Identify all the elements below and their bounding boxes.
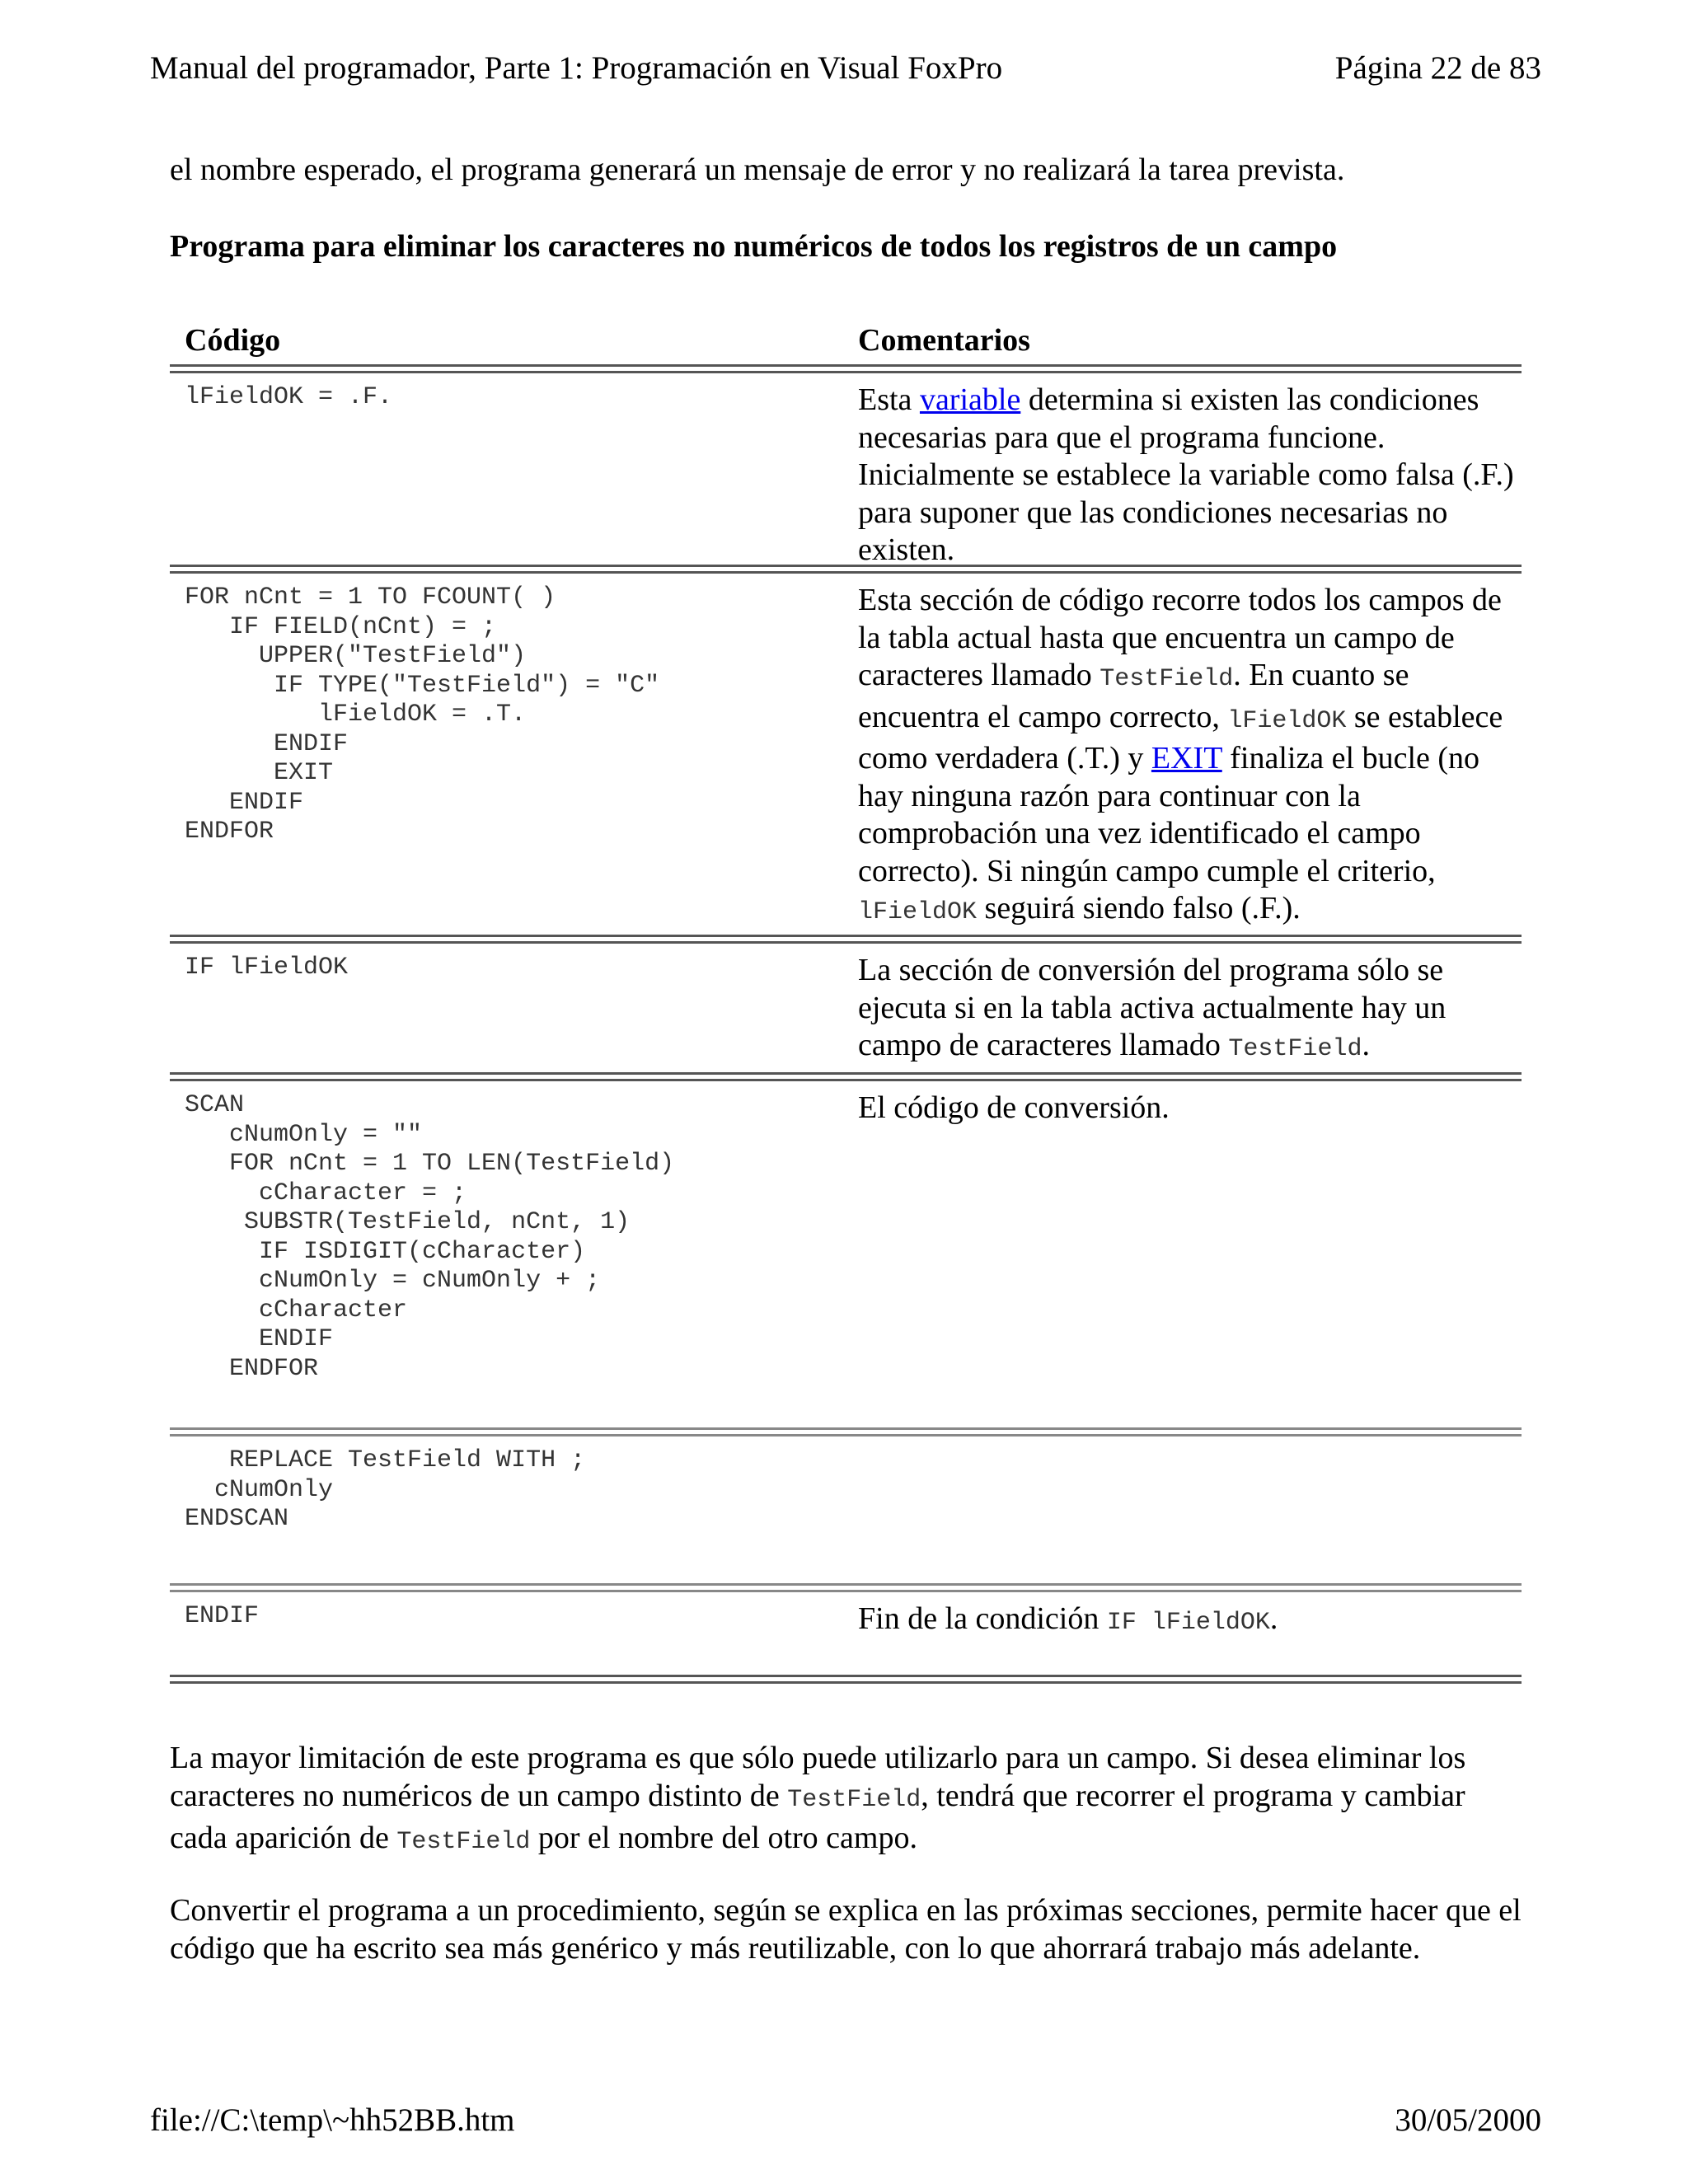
- comment-text: .: [1362, 1028, 1370, 1062]
- code-cell: lFieldOK = .F.: [185, 383, 393, 411]
- paragraph-text: por el nombre del otro campo.: [530, 1821, 917, 1855]
- comment-cell: [858, 1601, 1517, 1643]
- page-footer: [150, 2100, 1541, 2141]
- page-number: Página 22 de 83: [1334, 50, 1541, 86]
- comment-text: El código de conversión.: [858, 1090, 1170, 1125]
- table-row: [170, 1592, 1522, 1675]
- code-cell: ENDIF: [185, 1602, 260, 1630]
- comment-text: Esta sección de código recorre todos los campos de la tabla actual hasta que encuentra un campo de caracteres llamado: [858, 583, 1502, 692]
- comment-text: Fin de la condición: [858, 1601, 1107, 1636]
- print-date: 30/05/2000: [1395, 2102, 1541, 2138]
- inline-code: TestField: [1228, 1035, 1362, 1063]
- table-row: [170, 1436, 1522, 1583]
- paragraph-text: , tendrá que recorrer el programa y cambiar cada aparición de: [170, 1779, 1465, 1855]
- comment-text: La sección de conversión del programa sólo se ejecuta si en la tabla activa actualmente hay un campo de caracteres llamado: [858, 953, 1447, 1062]
- exit-link[interactable]: EXIT: [1151, 741, 1222, 776]
- column-header-comments: Comentarios: [858, 323, 1030, 358]
- table-row: [170, 944, 1522, 1072]
- page-header: [150, 48, 1541, 89]
- comment-text: determina si existen las condiciones necesarias para que el programa funcione. Inicialmente se establece la variable como falsa (.F.) para suponer que las condiciones necesarias no existen.: [858, 382, 1514, 567]
- limitation-paragraph: [170, 1739, 1522, 1861]
- comment-cell: [858, 1090, 1517, 1127]
- table-row: [170, 574, 1522, 935]
- comment-cell: [858, 382, 1517, 569]
- code-cell: IF lFieldOK: [185, 954, 349, 982]
- comment-text: .: [1269, 1601, 1278, 1636]
- table-header: [170, 315, 1522, 364]
- intro-paragraph: el nombre esperado, el programa generará un mensaje de error y no realizará la tarea prevista.: [170, 152, 1345, 187]
- table-row: [170, 1081, 1522, 1427]
- paragraph-text: La mayor limitación de este programa es que sólo puede utilizarlo para un campo. Si desea eliminar los caracteres no numéricos de un campo distinto de: [170, 1741, 1466, 1813]
- code-cell: REPLACE TestField WITH ; cNumOnly ENDSCAN: [185, 1446, 586, 1533]
- inline-code: TestField: [396, 1828, 531, 1856]
- code-comment-table: [170, 315, 1522, 1684]
- file-path: file://C:\temp\~hh52BB.htm: [150, 2102, 515, 2138]
- row-divider: [170, 364, 1522, 373]
- row-divider: [170, 1427, 1522, 1436]
- comment-text: finaliza el bucle (no hay ninguna razón para continuar con la comprobación una vez identificado el campo correcto). Si ningún campo cumple el criterio,: [858, 741, 1480, 888]
- table-bottom-border: [170, 1675, 1522, 1684]
- procedure-paragraph: Convertir el programa a un procedimiento, según se explica en las próximas secciones, permite hacer que el código que ha escrito sea más genérico y más reutilizable, con lo que ahorrará trabajo más adelante.: [170, 1893, 1522, 1966]
- document-title: Manual del programador, Parte 1: Programación en Visual FoxPro: [150, 50, 1003, 86]
- row-divider: [170, 1583, 1522, 1592]
- comment-text: Esta: [858, 382, 920, 417]
- comment-cell: [858, 952, 1517, 1069]
- code-cell: SCAN cNumOnly = "" FOR nCnt = 1 TO LEN(TestField) cCharacter = ; SUBSTR(TestField, nCnt, 1) IF ISDIGIT(cCharacter) cNumOnly = cNumOnly + ; cCharacter ENDIF ENDFOR: [185, 1091, 675, 1383]
- inline-code: IF lFieldOK: [1106, 1609, 1270, 1637]
- table-row: [170, 373, 1522, 565]
- comment-text: seguirá siendo falso (.F.).: [977, 891, 1301, 926]
- inline-code: lFieldOK: [858, 898, 978, 926]
- inline-code: TestField: [1100, 665, 1234, 693]
- comment-text: . En cuanto se encuentra el campo correcto,: [858, 658, 1409, 734]
- inline-code: lFieldOK: [1227, 706, 1347, 735]
- section-title: Programa para eliminar los caracteres no numéricos de todos los registros de un campo: [170, 229, 1338, 264]
- column-header-code: Código: [185, 323, 281, 358]
- row-divider: [170, 935, 1522, 944]
- comment-cell: [858, 582, 1517, 932]
- inline-code: TestField: [787, 1786, 921, 1814]
- row-divider: [170, 1072, 1522, 1081]
- comment-text: se establece como verdadera (.T.) y: [858, 699, 1503, 776]
- variable-link[interactable]: variable: [919, 382, 1021, 417]
- code-cell: FOR nCnt = 1 TO FCOUNT( ) IF FIELD(nCnt) = ; UPPER("TestField") IF TYPE("TestField") = "C" lFieldOK = .T. ENDIF EXIT ENDIF ENDFOR: [185, 583, 660, 846]
